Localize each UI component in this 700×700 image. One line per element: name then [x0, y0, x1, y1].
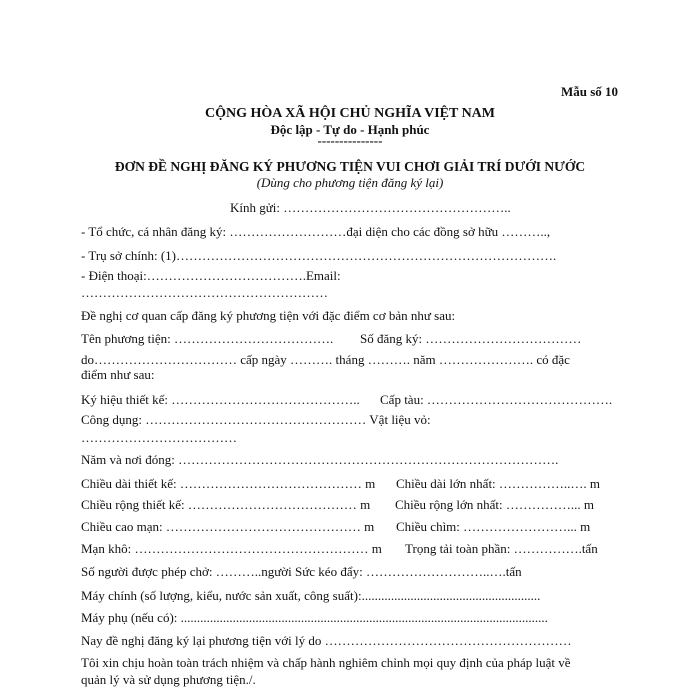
hull-material-dots: ………………………………	[81, 430, 237, 445]
kinh-gui-line: Kính gửi: ……………………………………………..	[230, 200, 511, 215]
depth-line	[81, 519, 590, 534]
design-code-line	[81, 392, 612, 407]
draft-label: Chiều chìm: ……………………... m	[396, 519, 591, 534]
design-width-label: Chiều rộng thiết kế: ………………………………… m	[81, 497, 371, 512]
email-dots: …………………………………………………	[81, 285, 328, 300]
country-name: CỘNG HÒA XÃ HỘI CHỦ NGHĨA VIỆT NAM	[204, 106, 495, 121]
commitment-line-1: Tôi xin chịu hoàn toàn trách nhiệm và chấp hành nghiêm chỉnh mọi quy định của pháp luật về	[81, 655, 571, 670]
head-office-line: - Trụ sở chính: (1)…………………………………………………………………………….	[81, 248, 557, 263]
aux-engine-line: Máy phụ (nếu có): .................................................................................................................	[81, 610, 548, 625]
freeboard-line	[81, 541, 598, 556]
motto: Độc lập - Tự do - Hạnh phúc	[270, 122, 430, 137]
max-width-label: Chiều rộng lớn nhất: ……………... m	[395, 497, 594, 512]
commitment-line-2: quản lý và sử dụng phương tiện./.	[81, 672, 256, 687]
design-length-label: Chiều dài thiết kế: …………………………………… m	[81, 476, 376, 491]
phone-email-line: - Điện thoại:……………………………….Email:	[81, 268, 341, 283]
form-subtitle: (Dùng cho phương tiện đăng ký lại)	[256, 175, 444, 190]
co-owner-label: đại diện cho các đồng sở hữu ………..,	[346, 224, 551, 239]
main-engine-line: Máy chính (số lượng, kiểu, nước sản xuất, công suất):.......................................................	[81, 588, 541, 603]
registration-number-label: Số đăng ký: ………………………………	[360, 331, 582, 346]
characteristics-label: điểm như sau:	[81, 367, 155, 382]
issued-by-line: do…………………………… cấp ngày ………. tháng ………. năm …………………. có đặc	[81, 352, 570, 367]
registrant-label: - Tổ chức, cá nhân đăng ký: ………………………	[81, 224, 347, 239]
usage-line: Công dụng: …………………………………………… Vật liệu vỏ:	[81, 412, 431, 427]
vessel-name-label: Tên phương tiện: ……………………………….	[81, 331, 334, 346]
design-code-label: Ký hiệu thiết kế: ……………………………………..	[81, 392, 360, 407]
deadweight-label: Trọng tải toàn phần: …………….tấn	[405, 541, 598, 556]
width-line	[81, 497, 594, 512]
max-length-label: Chiều dài lớn nhất: ……………..…. m	[396, 476, 601, 491]
freeboard-label: Mạn khô: ……………………………………………… m	[81, 541, 382, 556]
form-title: ĐƠN ĐỀ NGHỊ ĐĂNG KÝ PHƯƠNG TIỆN VUI CHƠI GIẢI TRÍ DƯỚI NƯỚC	[114, 159, 586, 174]
request-intro: Đề nghị cơ quan cấp đăng ký phương tiện với đặc điểm cơ bản như sau:	[81, 308, 456, 323]
reason-line: Nay đề nghị đăng ký lại phương tiện với lý do …………………………………………………	[81, 633, 572, 648]
length-line	[81, 476, 600, 491]
header-divider: ---------------	[317, 133, 383, 148]
registrant-line	[81, 224, 550, 239]
build-year-place-line: Năm và nơi đóng: …………………………………………………………………………….	[81, 452, 559, 467]
form-number: Mẫu số 10	[560, 84, 618, 99]
vessel-class-label: Cấp tàu: …………………………………….	[380, 392, 613, 407]
depth-label: Chiều cao mạn: ……………………………………… m	[81, 519, 375, 534]
capacity-line: Số người được phép chở: ………..người Sức kéo đẩy: ………………………..….tấn	[81, 564, 522, 579]
vessel-name-line	[81, 331, 581, 346]
